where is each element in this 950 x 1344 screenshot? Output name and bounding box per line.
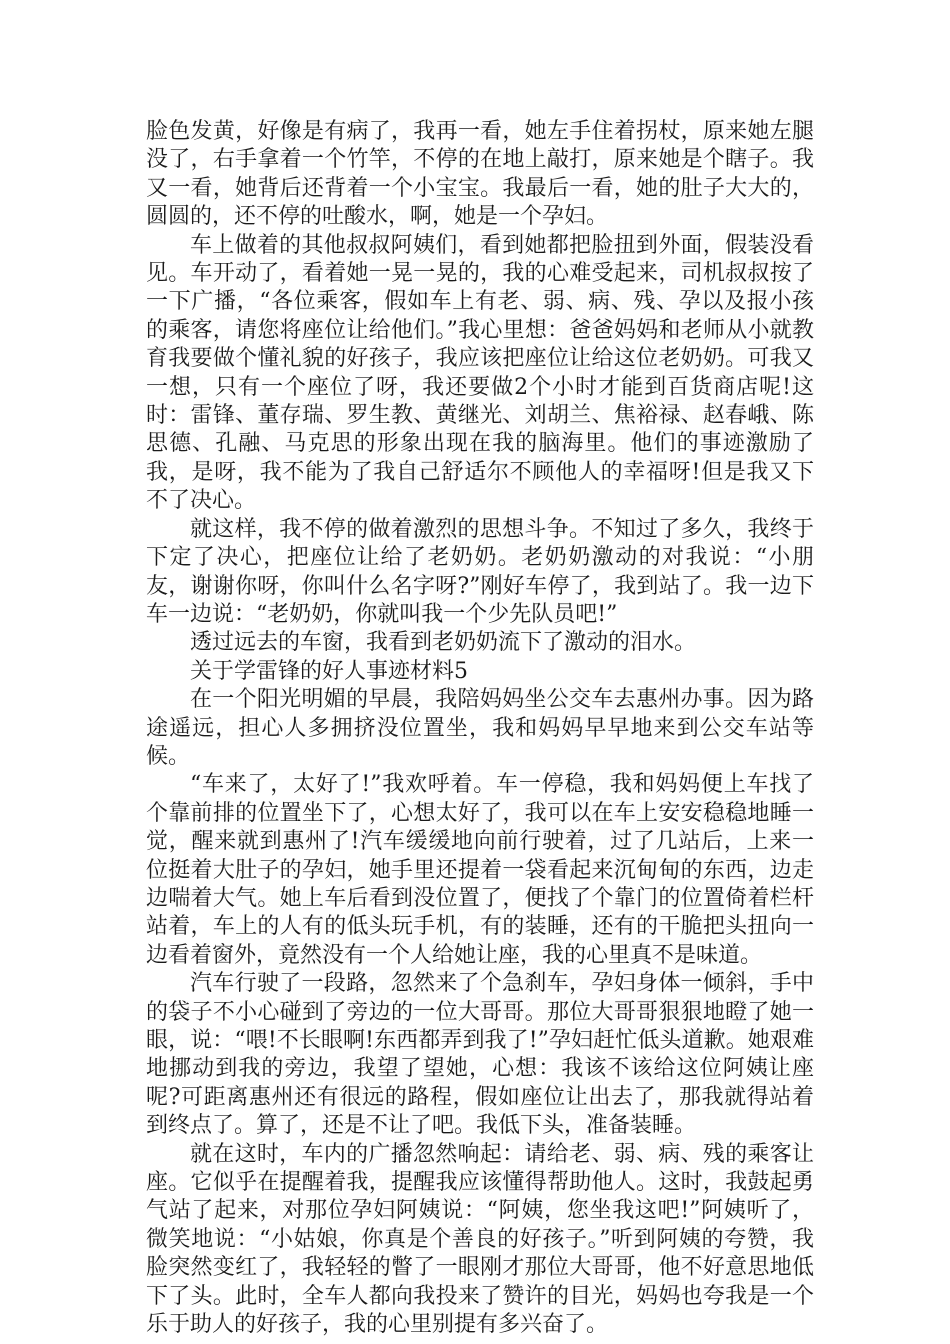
document-body: [146, 118, 814, 1339]
paragraph-2: 车上做着的其他叔叔阿姨们，看到她都把脸扭到外面，假装没看见。车开动了，看着她一晃一晃的，我的心难受起来，司机叔叔按了一下广播，“各位乘客，假如车上有老、弱、病、残、孕以及报小孩的乘客，请您将座位让给他们。”我心里想：爸爸妈妈和老师从小就教育我要做个懂礼貌的好孩子，我应该把座位让给这位老奶奶。可我又一想，只有一个座位了呀，我还要做2个小时才能到百货商店呢!这时：雷锋、董存瑞、罗生教、黄继光、刘胡兰、焦裕禄、赵春峨、陈思德、孔融、马克思的形象出现在我的脑海里。他们的事迹激励了我，是呀，我不能为了我自己舒适尔不顾他人的幸福呀!但是我又下不了决心。: [146, 232, 814, 514]
section-heading: 关于学雷锋的好人事迹材料5: [190, 658, 468, 684]
paragraph-9: 就在这时，车内的广播忽然响起：请给老、弱、病、残的乘客让座。它似乎在提醒着我，提醒我应该懂得帮助他人。这时，我鼓起勇气站了起来，对那位孕妇阿姨说：“阿姨，您坐我这吧!”阿姨听了，微笑地说：“小姑娘，你真是个善良的好孩子。”听到阿姨的夸赞，我脸突然变红了，我轻轻的瞥了一眼刚才那位大哥哥，他不好意思地低下了头。此时，全车人都向我投来了赞许的目光，妈妈也夸我是一个乐于助人的好孩子，我的心里别提有多兴奋了。: [146, 1141, 814, 1338]
paragraph-7: “车来了，太好了!”我欢呼着。车一停稳，我和妈妈便上车找了个靠前排的位置坐下了，心想太好了，我可以在车上安安稳稳地睡一觉，醒来就到惠州了!汽车缓缓地向前行驶着，过了几站后，上来一位挺着大肚子的孕妇，她手里还提着一袋看起来沉甸甸的东西，边走边喘着大气。她上车后看到没位置了，便找了个靠门的位置倚着栏杆站着，车上的人有的低头玩手机，有的装睡，还有的干脆把头扭向一边看着窗外，竟然没有一个人给她让座，我的心里真不是味道。: [146, 772, 814, 968]
paragraph-6: 在一个阳光明媚的早晨，我陪妈妈坐公交车去惠州办事。因为路途遥远，担心人多拥挤没位置坐，我和妈妈早早地来到公交车站等候。: [146, 687, 814, 769]
paragraph-4: 透过远去的车窗，我看到老奶奶流下了激动的泪水。: [190, 630, 697, 656]
paragraph-8: 汽车行驶了一段路，忽然来了个急刹车，孕妇身体一倾斜，手中的袋子不小心碰到了旁边的一位大哥哥。那位大哥哥狠狠地瞪了她一眼，说：“喂!不长眼啊!东西都弄到我了!”孕妇赶忙低头道歉。她艰难地挪动到我的旁边，我望了望她，心想：我该不该给这位阿姨让座呢?可距离惠州还有很远的路程，假如座位让出去了，那我就得站着到终点了。算了，还是不让了吧。我低下头，准备装睡。: [146, 971, 814, 1139]
paragraph-1: 脸色发黄，好像是有病了，我再一看，她左手住着拐杖，原来她左腿没了，右手拿着一个竹竿，不停的在地上敲打，原来她是个瞎子。我又一看，她背后还背着一个小宝宝。我最后一看，她的肚子大大的，圆圆的，还不停的吐酸水，啊，她是一个孕妇。: [146, 119, 814, 230]
paragraph-3: 就这样，我不停的做着激烈的思想斗争。不知过了多久，我终于下定了决心，把座位让给了老奶奶。老奶奶激动的对我说：“小朋友，谢谢你呀，你叫什么名字呀?”刚好车停了，我到站了。我一边下车一边说：“老奶奶，你就叫我一个少先队员吧!”: [146, 516, 814, 627]
